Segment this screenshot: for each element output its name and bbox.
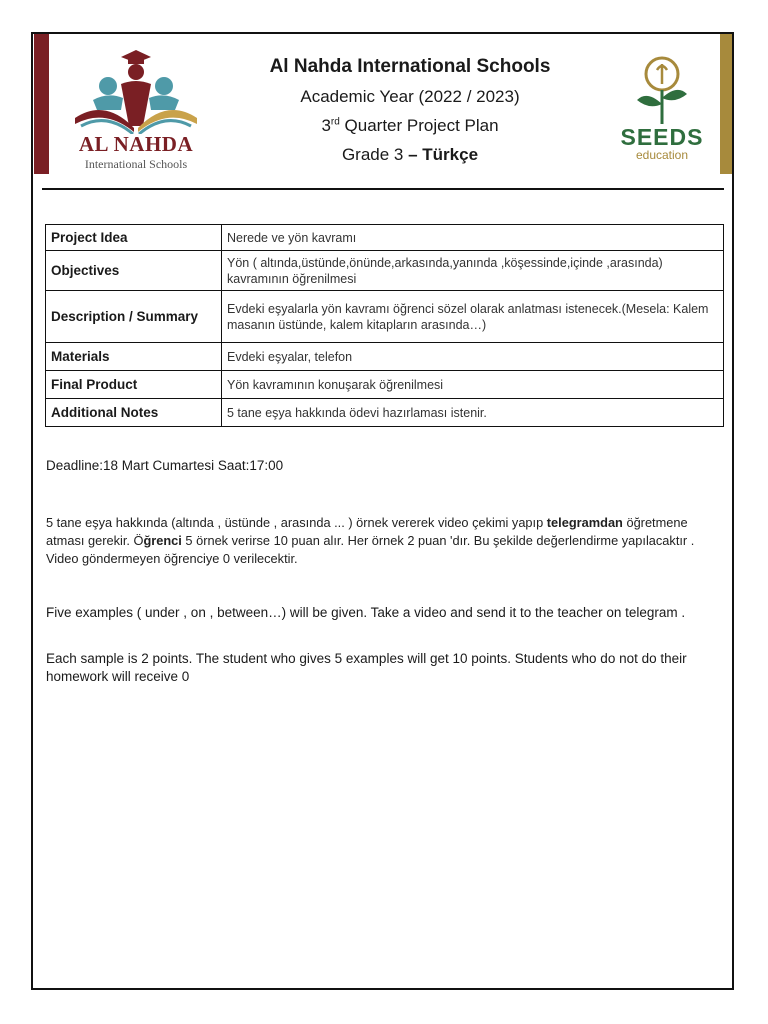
turkish-instructions <box>46 514 716 568</box>
english-grading: Each sample is 2 points. The student who gives 5 examples will get 10 points. Students who do not do their homework will receive 0 <box>46 651 687 684</box>
table-row <box>46 291 724 343</box>
project-plan-table <box>45 224 724 427</box>
al-nahda-logo <box>66 48 206 178</box>
quarter-suffix: rd <box>330 116 340 128</box>
turkish-bold-2: ğrenci <box>143 533 182 548</box>
table-row <box>46 225 724 251</box>
quarter-text: Quarter Project Plan <box>339 116 499 135</box>
row-value: Yön kavramının konuşarak öğrenilmesi <box>222 371 724 399</box>
table-row <box>46 251 724 291</box>
school-title: Al Nahda International Schools <box>269 56 551 77</box>
sprout-icon <box>627 52 697 126</box>
academic-year: Academic Year (2022 / 2023) <box>300 87 520 106</box>
subject: – Türkçe <box>408 145 479 164</box>
row-value: Yön ( altında,üstünde,önünde,arkasında,yanında ,köşessinde,içinde ,arasında) kavramının öğrenilmesi <box>222 251 724 291</box>
row-label: Description / Summary <box>46 291 222 343</box>
graduates-emblem-icon <box>71 48 201 134</box>
seeds-subtitle: education <box>635 148 689 162</box>
row-value: Evdeki eşyalar, telefon <box>222 343 724 371</box>
seeds-wordmark: SEEDS <box>620 124 704 150</box>
turkish-part-1: 5 tane eşya hakkında (altında , üstünde , arasında ... ) örnek vererek video çekimi yapıp <box>46 515 547 530</box>
document-header <box>230 56 590 174</box>
row-label: Materials <box>46 343 222 371</box>
deadline-text: Deadline:18 Mart Cumartesi Saat:17:00 <box>46 458 284 473</box>
row-value: Evdeki eşyalarla yön kavramı öğrenci sözel olarak anlatması istenecek.(Mesela: Kalem masanın üstünde, kalem kitapların arasında…) <box>222 291 724 343</box>
header-divider <box>42 188 724 190</box>
row-label: Project Idea <box>46 225 222 251</box>
row-label: Final Product <box>46 371 222 399</box>
seeds-education-logo <box>612 52 712 172</box>
quarter-number: 3 <box>321 116 331 135</box>
turkish-part-2: öğretmene atması gerekir. Ö <box>46 515 688 548</box>
quarter-plan-title <box>230 116 590 136</box>
turkish-part-3: 5 örnek verirse 10 puan alır. Her örnek 2 puan 'dır. Bu şekilde değerlendirme yapılacaktır . Video göndermeyen öğrenciye 0 verilecektir. <box>46 533 695 566</box>
table-row <box>46 343 724 371</box>
grade: Grade 3 <box>341 145 409 164</box>
row-label: Objectives <box>46 251 222 291</box>
row-label: Additional Notes <box>46 399 222 427</box>
al-nahda-wordmark: AL NAHDA <box>78 132 194 156</box>
grade-line <box>230 145 590 165</box>
left-accent-band <box>34 34 49 174</box>
right-accent-band <box>720 34 732 174</box>
english-instructions: Five examples ( under , on , between…) will be given. Take a video and send it to the teacher on telegram . <box>46 605 686 620</box>
row-value: 5 tane eşya hakkında ödevi hazırlaması istenir. <box>222 399 724 427</box>
al-nahda-subtitle: International Schools <box>84 157 188 171</box>
turkish-bold-1: telegramdan <box>546 515 623 530</box>
table-row <box>46 399 724 427</box>
row-value: Nerede ve yön kavramı <box>222 225 724 251</box>
table-row <box>46 371 724 399</box>
